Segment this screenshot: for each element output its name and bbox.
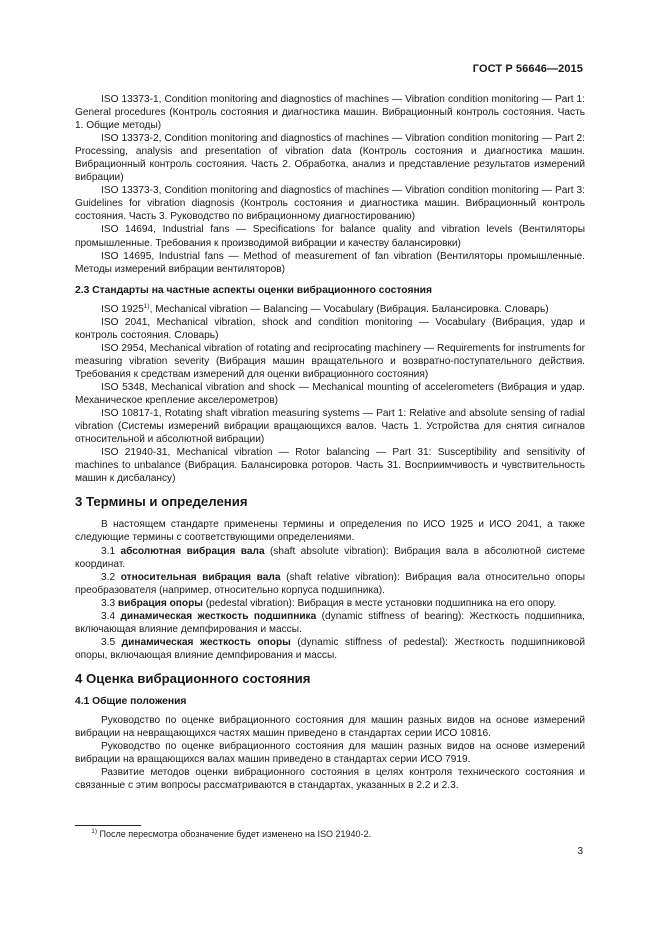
term-number: 3.3 [101, 597, 116, 609]
section-4-1-paragraph: Руководство по оценке вибрационного состояния для машин разных видов на основе измерений вибрации на вращающихся валах машин приведено в стандартах серии ИСО 7919. [75, 741, 585, 766]
term-text: (dynamic stiffness of pedestal): Жесткость подшипниковой опоры, включающая влияние демпфирования и массы. [75, 636, 585, 661]
term-name: динамическая жесткость опоры [121, 636, 291, 648]
footnote-text: После пересмотра обозначение будет изменено на ISO 21940-2. [99, 829, 371, 839]
reference-iso-2954: ISO 2954, Mechanical vibration of rotating and reciprocating machinery — Requirements for instruments for measuring vibration severity (Вибрация машин вращательного и возвратно-поступательного действия. Требования к средствам измерений для оценки вибрационного состояния) [75, 342, 585, 380]
term-text: (pedestal vibration): Вибрация в месте установки подшипника на его опору. [202, 597, 557, 609]
term-name: динамическая жесткость подшипника [120, 610, 317, 622]
reference-title: , Mechanical vibration — Balancing — Vocabulary (Вибрация. Балансировка. Словарь) [149, 303, 549, 315]
footnote-ref[interactable]: 1) [143, 302, 150, 310]
section-4-heading: 4 Оценка вибрационного состояния [75, 670, 311, 686]
term-definition [75, 636, 585, 662]
section-3-heading: 3 Термины и определения [75, 494, 248, 510]
reference-iso-2041: ISO 2041, Mechanical vibration, shock and condition monitoring — Vocabulary (Вибрация, удар и контроль состояния. Словарь) [75, 316, 585, 341]
term-text: (shaft relative vibration): Вибрация вала относительно опоры преобразователя (например, относительно корпуса подшипника). [75, 571, 585, 596]
term-definition [75, 610, 585, 636]
term-number: 3.4 [101, 610, 116, 622]
reference-iso-21940-31: ISO 21940-31, Mechanical vibration — Rotor balancing — Part 31: Susceptibility and sensitivity of machines to unbalance (Вибрация. Балансировка роторов. Часть 31. Восприимчивость и чувствительность машин к дисбалансу) [75, 447, 585, 485]
reference-iso-13373-1: ISO 13373-1, Condition monitoring and diagnostics of machines — Vibration condition monitoring — Part 1: General procedures (Контроль состояния и диагностика машин. Вибрационный контроль состояния. Часть 1. Общие методы) [75, 94, 585, 132]
reference-iso-10817-1: ISO 10817-1, Rotating shaft vibration measuring systems — Part 1: Relative and absolute sensing of radial vibration (Системы измерений вибрации вращающихся валов. Часть 1. Устройства для снятия сигналов относительной и абсолютной вибрации) [75, 408, 585, 446]
section-4-1-paragraph: Руководство по оценке вибрационного состояния для машин разных видов на основе измерений вибрации на невращающихся частях машин приведено в стандартах серии ИСО 10816. [75, 715, 585, 740]
reference-iso-13373-3: ISO 13373-3, Condition monitoring and diagnostics of machines — Vibration condition monitoring — Part 3: Guidelines for vibration diagnosis (Контроль состояния и диагностика машин. Вибрационный контроль состояния. Часть 3. Руководство по вибрационному диагностированию) [75, 185, 585, 223]
term-definition [75, 545, 585, 571]
document-body [75, 93, 585, 792]
term-name: относительная вибрация вала [120, 571, 281, 583]
reference-iso-13373-2: ISO 13373-2, Condition monitoring and diagnostics of machines — Vibration condition monitoring — Part 2: Processing, analysis and presentation of vibration data (Контроль состояния и диагностика машин. Вибрационный контроль состояния. Часть 2. Обработка, анализ и представление результатов измерений вибрации) [75, 133, 585, 184]
document-code: ГОСТ Р 56646—2015 [472, 63, 583, 75]
term-number: 3.5 [101, 636, 116, 648]
reference-iso-14694: ISO 14694, Industrial fans — Specifications for balance quality and vibration levels (Вентиляторы промышленные. Требования к производимой вибрации и качеству балансировки) [75, 224, 585, 249]
reference-iso-14695: ISO 14695, Industrial fans — Method of measurement of fan vibration (Вентиляторы промышленные. Методы измерений вибрации вентиляторов) [75, 250, 585, 275]
term-text: (dynamic stiffness of bearing): Жесткость подшипника, включающая влияние демпфирования и массы. [75, 610, 585, 635]
term-definition [75, 597, 585, 610]
term-number: 3.1 [101, 545, 116, 557]
term-name: абсолютная вибрация вала [120, 545, 265, 557]
term-number: 3.2 [101, 571, 116, 583]
footnote: $^{1)}$ После пересмотра обозначение будет изменено на ISO 21940-2. [91, 828, 371, 839]
term-text: (shaft absolute vibration): Вибрация вала в абсолютной системе координат. [75, 545, 585, 570]
reference-code: ISO 1925 [101, 303, 144, 315]
reference-iso-5348: ISO 5348, Mechanical vibration and shock — Mechanical mounting of accelerometers (Вибрация и удар. Механическое крепление акселерометров) [75, 381, 585, 407]
reference-iso-1925 [75, 303, 585, 316]
section-4-1-paragraph: Развитие методов оценки вибрационного состояния в целях контроля технического состояния и связанные с этим вопросы рассматриваются в стандартах, указанных в 2.2 и 2.3. [75, 767, 585, 792]
page-number: 3 [577, 846, 583, 857]
footnote-divider [75, 825, 141, 826]
section-2-3-heading: 2.3 Стандарты на частные аспекты оценки вибрационного состояния [75, 284, 433, 296]
term-name: вибрация опоры [117, 597, 203, 609]
section-3-intro: В настоящем стандарте применены термины и определения по ИСО 1925 и ИСО 2041, а также следующие термины с соответствующими определениями. [75, 519, 585, 544]
term-definition [75, 571, 585, 597]
section-4-1-heading: 4.1 Общие положения [75, 695, 187, 707]
